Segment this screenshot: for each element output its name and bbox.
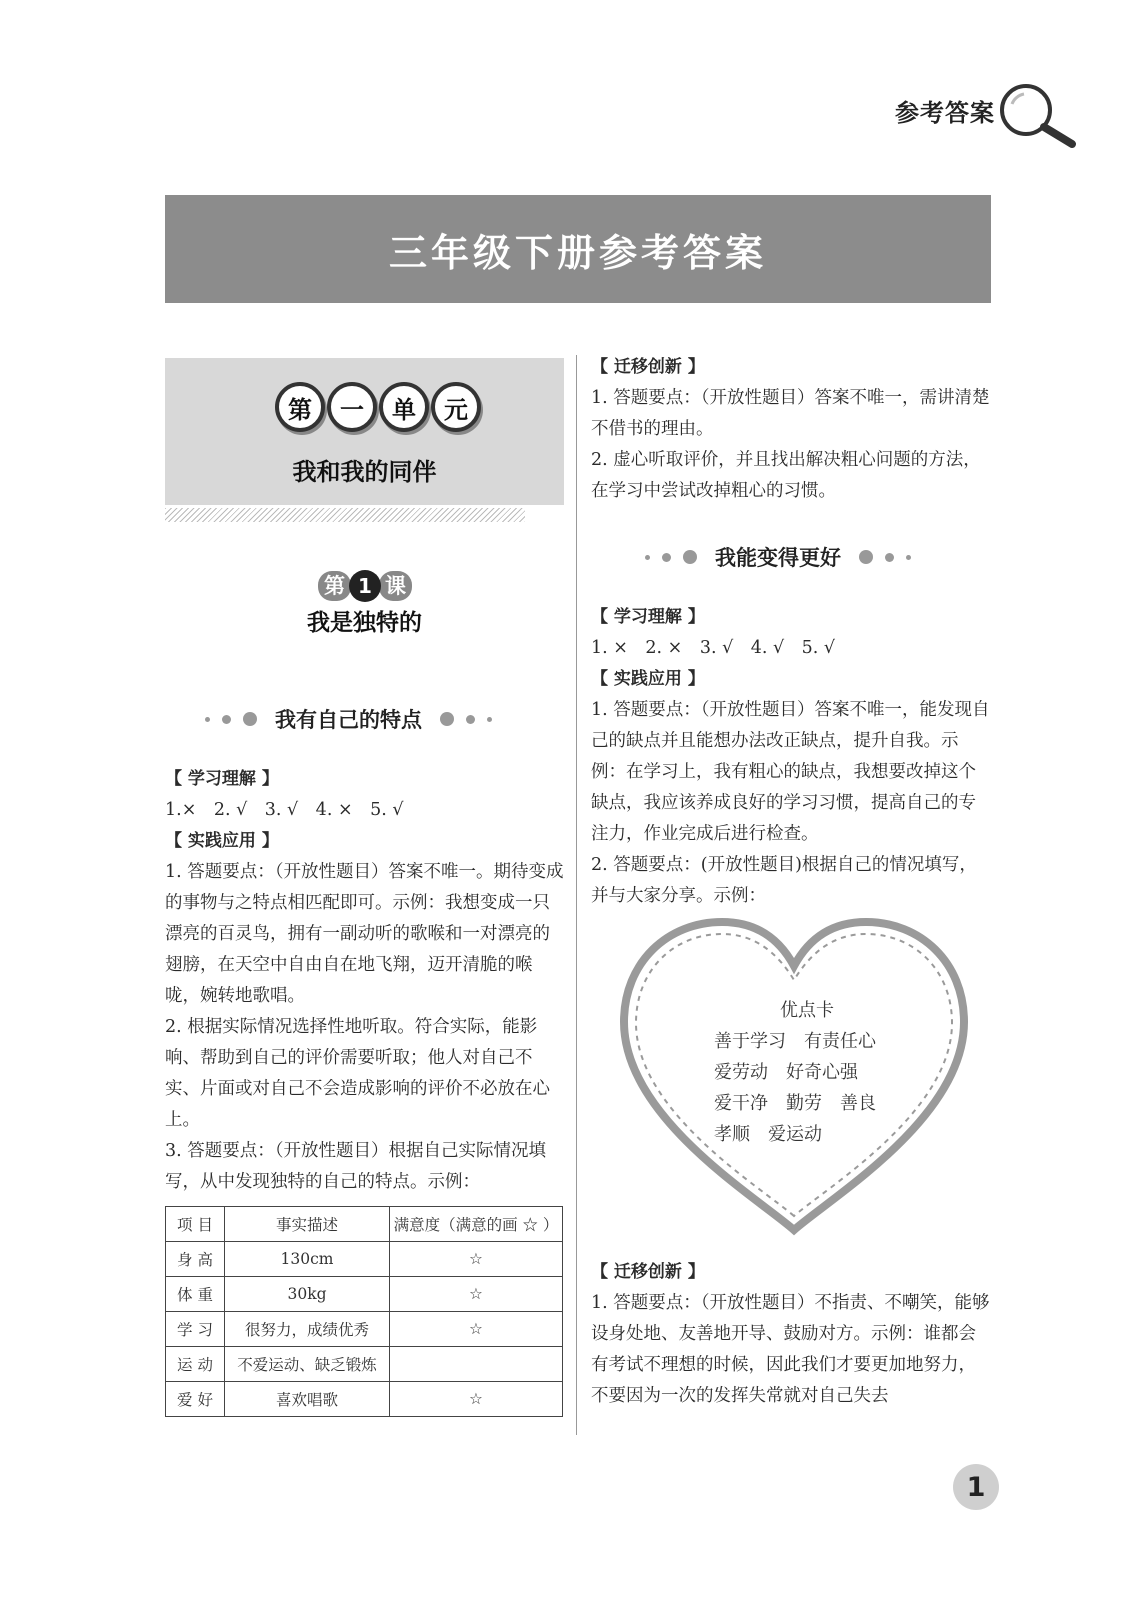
answer-line: 1. × 2. × 3. √ 4. √ 5. √ [591,638,836,658]
unit-title: 我和我的同伴 [292,458,437,486]
table-cell: 学 习 [166,1312,225,1347]
unit-char: 一 [327,382,377,432]
table-cell: 运 动 [166,1347,225,1382]
table-cell: ☆ [390,1382,563,1417]
card-line: 善于学习 有责任心 [714,1031,876,1052]
right-column-bottom [591,1257,993,1412]
table-row [166,1347,563,1382]
page-number: 1 [953,1464,999,1510]
lesson-badge [318,570,412,602]
lesson-suffix: 课 [379,571,412,601]
table-cell: 体 重 [166,1277,225,1312]
lesson-title: 我是独特的 [307,610,422,636]
table-header: 项 目 [166,1207,225,1242]
answer-paragraph: 1. 答题要点：（开放性题目）答案不唯一，能发现自己的缺点并且能想办法改正缺点，提升自我。示例：在学习上，我有粗心的缺点，我想要改掉这个缺点，我应该养成良好的学习习惯，提高自己的专注力，作业完成后进行检查。 [591,700,990,844]
answer-paragraph: 2. 根据实际情况选择性地听取。符合实际，能影响、帮助到自己的评价需要听取；他人对自己不实、片面或对自己不会造成影响的评价不必放在心上。 [165,1017,550,1130]
table-row [166,1312,563,1347]
right-column-middle [591,602,993,912]
answer-paragraph: 2. 答题要点：(开放性题目)根据自己的情况填写，并与大家分享。示例： [591,855,977,906]
section-header: 【 实践应用 】 [165,831,279,851]
card-line: 孝顺 爱运动 [714,1124,822,1145]
answer-paragraph: 1. 答题要点：（开放性题目）答案不唯一。期待变成的事物与之特点相匹配即可。示例：我想变成一只漂亮的百灵鸟，拥有一副动听的歌喉和一对漂亮的翅膀，在天空中自由自在地飞翔，迈开清脆的喉咙，婉转地歌唱。 [165,862,564,1006]
section-header: 【 实践应用 】 [591,669,705,689]
table-cell: ☆ [390,1242,563,1277]
answer-paragraph: 1. 答题要点：（开放性题目）不指责、不嘲笑，能够设身处地、友善地开导、鼓励对方。示例：谁都会有考试不理想的时候，因此我们才要更加地努力，不要因为一次的发挥失常就对自己失去 [591,1293,990,1406]
right-column-top [591,352,993,507]
table-row [166,1277,563,1312]
topic-title: 我有自己的特点 [275,708,422,732]
left-column [165,764,565,1198]
table-row [166,1242,563,1277]
table-cell: ☆ [390,1312,563,1347]
table-cell: 爱 好 [166,1382,225,1417]
unit-char: 元 [431,382,481,432]
column-divider [576,355,577,1435]
table-cell: 130cm [225,1242,390,1277]
table-cell: 30kg [225,1277,390,1312]
table-cell: 不爱运动、缺乏锻炼 [225,1347,390,1382]
topic-heading-right [645,542,911,572]
table-cell [390,1347,563,1382]
title-banner [165,195,991,303]
table-cell: ☆ [390,1277,563,1312]
card-title: 优点卡 [780,1000,834,1021]
table-cell: 身 高 [166,1242,225,1277]
table-header-row [166,1207,563,1242]
card-line: 爱劳动 好奇心强 [714,1062,858,1083]
section-header: 【 学习理解 】 [165,769,279,789]
table-cell: 喜欢唱歌 [225,1382,390,1417]
topic-heading-left [205,704,492,734]
table-header: 事实描述 [225,1207,390,1242]
magnifier-icon [996,82,1078,150]
lesson-prefix: 第 [318,571,351,601]
table-cell: 很努力，成绩优秀 [225,1312,390,1347]
header-label: 参考答案 [895,99,995,127]
trait-table [165,1206,563,1417]
table-header: 满意度（满意的画 ☆ ） [390,1207,563,1242]
answer-paragraph: 3. 答题要点：（开放性题目）根据自己实际情况填写，从中发现独特的自己的特点。示例： [165,1141,547,1192]
strength-card [714,995,876,1150]
answer-paragraph: 1. 答题要点：（开放性题目）答案不唯一，需讲清楚不借书的理由。 [591,388,990,439]
page-title: 三年级下册参考答案 [388,230,767,275]
table-row [166,1382,563,1417]
answer-paragraph: 2. 虚心听取评价，并且找出解决粗心问题的方法，在学习中尝试改掉粗心的习惯。 [591,450,981,501]
section-header: 【 迁移创新 】 [591,357,705,377]
unit-char: 第 [275,382,325,432]
unit-label [275,382,481,432]
section-header: 【 学习理解 】 [591,607,705,627]
card-line: 爱干净 勤劳 善良 [714,1093,876,1114]
topic-title: 我能变得更好 [715,546,841,570]
unit-char: 单 [379,382,429,432]
lesson-number: 1 [349,570,381,602]
section-header: 【 迁移创新 】 [591,1262,705,1282]
hatch-divider [165,508,525,522]
answer-line: 1.× 2. √ 3. √ 4. × 5. √ [165,800,404,820]
